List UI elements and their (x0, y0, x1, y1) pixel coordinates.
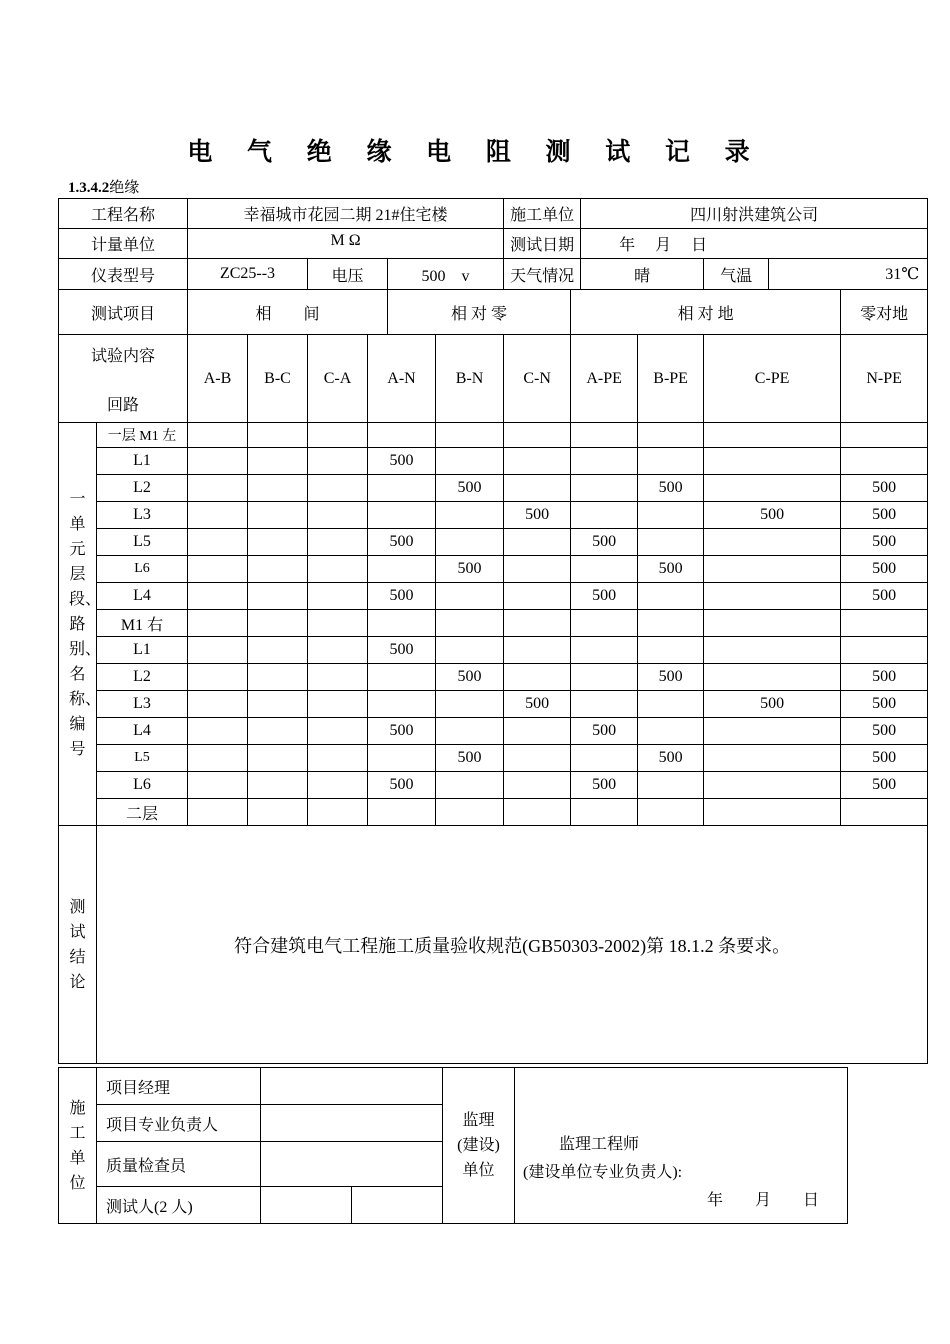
reading-cell (248, 745, 308, 772)
reading-cell: 500 (841, 556, 928, 583)
reading-cell (841, 610, 928, 637)
reading-cell (704, 745, 841, 772)
reading-cell (504, 772, 571, 799)
reading-cell (308, 745, 368, 772)
table-row (59, 502, 928, 529)
phase-to-neutral-header: 相 对 零 (388, 290, 571, 335)
unit-label: 计量单位 (59, 229, 188, 259)
reading-cell (436, 772, 504, 799)
reading-cell (188, 475, 248, 502)
meter-value: ZC25--3 (188, 259, 308, 290)
reading-cell (571, 556, 638, 583)
reading-cell (308, 475, 368, 502)
column-header: C-PE (704, 335, 841, 423)
reading-cell (248, 583, 308, 610)
reading-cell: 500 (638, 745, 704, 772)
reading-cell (308, 529, 368, 556)
reading-cell (368, 799, 436, 826)
reading-cell (704, 556, 841, 583)
tester-1-signature (261, 1187, 352, 1224)
circuit-name: L1 (97, 448, 188, 475)
temperature-value: 31℃ (769, 259, 928, 290)
table-row (59, 475, 928, 502)
table-row (59, 718, 928, 745)
reading-cell (638, 502, 704, 529)
reading-cell (436, 529, 504, 556)
table-row (59, 637, 928, 664)
reading-cell (248, 772, 308, 799)
reading-cell (841, 799, 928, 826)
reading-cell (704, 423, 841, 448)
reading-cell: 500 (436, 556, 504, 583)
circuit-name: L3 (97, 502, 188, 529)
circuit-name: M1 右 (97, 610, 188, 637)
reading-cell (704, 637, 841, 664)
reading-cell: 500 (704, 691, 841, 718)
table-row (59, 799, 928, 826)
reading-cell (248, 448, 308, 475)
column-header: N-PE (841, 335, 928, 423)
meter-label: 仪表型号 (59, 259, 188, 290)
reading-cell (638, 637, 704, 664)
reading-cell (638, 610, 704, 637)
reading-cell (571, 475, 638, 502)
quality-inspector-label: 质量检查员 (97, 1142, 261, 1187)
reading-cell: 500 (368, 772, 436, 799)
section-number: 1.3.4.2 (68, 180, 110, 196)
circuit-name: 二层 (97, 799, 188, 826)
weather-label: 天气情况 (504, 259, 581, 290)
reading-cell (248, 529, 308, 556)
reading-cell: 500 (436, 475, 504, 502)
reading-cell (638, 691, 704, 718)
section-label: 绝缘 (109, 180, 140, 196)
phase-to-phase-header: 相 间 (188, 290, 388, 335)
professional-lead-label: 项目专业负责人 (97, 1105, 261, 1142)
reading-cell (704, 718, 841, 745)
unit-value: M Ω (188, 229, 504, 259)
table-row (59, 556, 928, 583)
reading-cell: 500 (504, 691, 571, 718)
circuit-name: L4 (97, 583, 188, 610)
reading-cell (188, 448, 248, 475)
test-date-value: 年 月 日 (581, 229, 928, 259)
reading-cell (308, 772, 368, 799)
reading-cell (571, 664, 638, 691)
reading-cell (504, 529, 571, 556)
column-header: C-N (504, 335, 571, 423)
test-date-label: 测试日期 (504, 229, 581, 259)
reading-cell (436, 637, 504, 664)
reading-cell (188, 799, 248, 826)
reading-cell: 500 (841, 502, 928, 529)
reading-cell (504, 423, 571, 448)
reading-cell (704, 583, 841, 610)
reading-cell: 500 (368, 718, 436, 745)
table-row (59, 772, 928, 799)
reading-cell (188, 423, 248, 448)
reading-cell (504, 583, 571, 610)
neutral-to-ground-header: 零对地 (841, 290, 928, 335)
reading-cell (436, 799, 504, 826)
reading-cell (638, 799, 704, 826)
reading-cell (368, 745, 436, 772)
reading-cell (368, 664, 436, 691)
table-row (59, 583, 928, 610)
voltage-label: 电压 (308, 259, 388, 290)
reading-cell (188, 691, 248, 718)
reading-cell (248, 637, 308, 664)
project-name-label: 工程名称 (59, 199, 188, 229)
reading-cell (504, 718, 571, 745)
column-header: B-N (436, 335, 504, 423)
reading-cell (704, 664, 841, 691)
reading-cell (841, 637, 928, 664)
reading-cell: 500 (368, 448, 436, 475)
reading-cell (638, 772, 704, 799)
reading-cell (704, 529, 841, 556)
reading-cell: 500 (368, 529, 436, 556)
supervisor-date: 年 月 日 (706, 1192, 819, 1209)
section-heading (68, 176, 139, 197)
test-record-table (58, 198, 928, 1064)
reading-cell: 500 (571, 772, 638, 799)
contractor-value: 四川射洪建筑公司 (581, 199, 928, 229)
reading-cell (436, 448, 504, 475)
reading-cell (368, 556, 436, 583)
reading-cell (704, 610, 841, 637)
reading-cell (704, 799, 841, 826)
table-row (59, 529, 928, 556)
project-name-value: 幸福城市花园二期 21#住宅楼 (188, 199, 504, 229)
reading-cell (704, 475, 841, 502)
reading-cell (504, 448, 571, 475)
column-header: A-B (188, 335, 248, 423)
reading-cell: 500 (841, 475, 928, 502)
table-row (59, 745, 928, 772)
testers-label: 测试人(2 人) (97, 1187, 261, 1224)
reading-cell (638, 423, 704, 448)
circuit-name: L2 (97, 664, 188, 691)
reading-cell (308, 502, 368, 529)
professional-lead-signature (261, 1105, 443, 1142)
page-title: 电 气 绝 缘 电 阻 测 试 记 录 (187, 137, 763, 166)
reading-cell (504, 475, 571, 502)
reading-cell (571, 799, 638, 826)
reading-cell (308, 691, 368, 718)
reading-cell: 500 (571, 583, 638, 610)
reading-cell: 500 (638, 664, 704, 691)
reading-cell (571, 637, 638, 664)
reading-cell (308, 423, 368, 448)
reading-cell (571, 502, 638, 529)
reading-cell (308, 448, 368, 475)
reading-cell: 500 (841, 691, 928, 718)
conclusion-text: 符合建筑电气工程施工质量验收规范(GB50303-2002)第 18.1.2 条要求。 (97, 826, 928, 1064)
reading-cell (638, 448, 704, 475)
reading-cell (638, 529, 704, 556)
project-manager-label: 项目经理 (97, 1068, 261, 1105)
reading-cell (368, 610, 436, 637)
reading-cell: 500 (638, 475, 704, 502)
circuit-name: L5 (97, 745, 188, 772)
reading-cell (308, 637, 368, 664)
reading-cell (248, 610, 308, 637)
temperature-label: 气温 (704, 259, 769, 290)
reading-cell (188, 664, 248, 691)
reading-cell (571, 448, 638, 475)
reading-cell: 500 (638, 556, 704, 583)
reading-cell: 500 (504, 502, 571, 529)
reading-cell (248, 556, 308, 583)
contractor-side-label (59, 1068, 97, 1224)
unit-section-side-label: 一单元层段、路别、名称、编号 (59, 423, 97, 826)
reading-cell (248, 664, 308, 691)
reading-cell: 500 (841, 583, 928, 610)
reading-cell (188, 583, 248, 610)
reading-cell (188, 556, 248, 583)
reading-cell (436, 502, 504, 529)
phase-to-ground-header: 相 对 地 (571, 290, 841, 335)
reading-cell: 500 (436, 745, 504, 772)
supervisor-signature-block (515, 1068, 848, 1224)
table-row (59, 448, 928, 475)
table-row (59, 423, 928, 448)
reading-cell (571, 691, 638, 718)
circuit-name: L1 (97, 637, 188, 664)
reading-cell: 500 (841, 718, 928, 745)
reading-cell (188, 529, 248, 556)
project-manager-signature (261, 1068, 443, 1105)
reading-cell (504, 556, 571, 583)
reading-cell: 500 (368, 583, 436, 610)
supervisor-engineer-label: 监理工程师 (559, 1136, 640, 1153)
reading-cell (368, 691, 436, 718)
quality-inspector-signature (261, 1142, 443, 1187)
reading-cell (841, 448, 928, 475)
reading-cell (436, 718, 504, 745)
column-header: B-PE (638, 335, 704, 423)
column-header: A-PE (571, 335, 638, 423)
circuit-name: L6 (97, 772, 188, 799)
reading-cell (638, 718, 704, 745)
reading-cell (248, 423, 308, 448)
reading-cell: 500 (841, 664, 928, 691)
circuit-name: 一层 M1 左 (97, 423, 188, 448)
reading-cell (308, 799, 368, 826)
reading-cell (368, 475, 436, 502)
circuit-name: L6 (97, 556, 188, 583)
client-lead-label: (建设单位专业负责人): (523, 1164, 683, 1181)
reading-cell (368, 502, 436, 529)
reading-cell: 500 (368, 637, 436, 664)
reading-cell: 500 (436, 664, 504, 691)
reading-cell (188, 610, 248, 637)
reading-cell (188, 745, 248, 772)
reading-cell (504, 799, 571, 826)
reading-cell: 500 (841, 529, 928, 556)
table-row (59, 664, 928, 691)
reading-cell (248, 799, 308, 826)
reading-cell (571, 423, 638, 448)
reading-cell (308, 556, 368, 583)
reading-cell (308, 718, 368, 745)
column-header: A-N (368, 335, 436, 423)
reading-cell (436, 423, 504, 448)
supervisor-label: 监理 (建设) 单位 (443, 1068, 515, 1224)
reading-cell (188, 718, 248, 745)
reading-cell (504, 664, 571, 691)
reading-cell (571, 745, 638, 772)
contractor-vertical-text: 施工单位 (69, 1099, 86, 1192)
reading-cell: 500 (571, 718, 638, 745)
reading-cell (248, 475, 308, 502)
voltage-value: 500 v (388, 259, 504, 290)
reading-cell (638, 583, 704, 610)
reading-cell (504, 610, 571, 637)
reading-cell (308, 583, 368, 610)
reading-cell (188, 637, 248, 664)
reading-cell: 500 (571, 529, 638, 556)
content-label: 试验内容 (91, 347, 156, 365)
signature-table (58, 1067, 848, 1224)
table-row (59, 610, 928, 637)
circuit-name: L5 (97, 529, 188, 556)
reading-cell (436, 583, 504, 610)
column-header: C-A (308, 335, 368, 423)
reading-cell (571, 610, 638, 637)
reading-cell (704, 448, 841, 475)
reading-cell (504, 745, 571, 772)
test-items-label: 测试项目 (59, 290, 188, 335)
reading-cell (188, 772, 248, 799)
reading-cell (436, 610, 504, 637)
reading-cell (704, 772, 841, 799)
reading-cell (308, 610, 368, 637)
reading-cell (841, 423, 928, 448)
reading-cell (248, 502, 308, 529)
reading-cell: 500 (841, 745, 928, 772)
table-row (59, 691, 928, 718)
reading-cell (308, 664, 368, 691)
circuit-label: 回路 (107, 396, 140, 414)
reading-cell (248, 691, 308, 718)
content-circuit-header (59, 335, 188, 423)
reading-cell (436, 691, 504, 718)
reading-cell (368, 423, 436, 448)
circuit-name: L2 (97, 475, 188, 502)
column-header: B-C (248, 335, 308, 423)
circuit-name: L4 (97, 718, 188, 745)
reading-cell (188, 502, 248, 529)
reading-cell: 500 (704, 502, 841, 529)
circuit-name: L3 (97, 691, 188, 718)
reading-cell (504, 637, 571, 664)
conclusion-label: 测试结论 (59, 826, 97, 1064)
contractor-label: 施工单位 (504, 199, 581, 229)
tester-2-signature (352, 1187, 443, 1224)
reading-cell: 500 (841, 772, 928, 799)
reading-cell (248, 718, 308, 745)
weather-value: 晴 (581, 259, 704, 290)
